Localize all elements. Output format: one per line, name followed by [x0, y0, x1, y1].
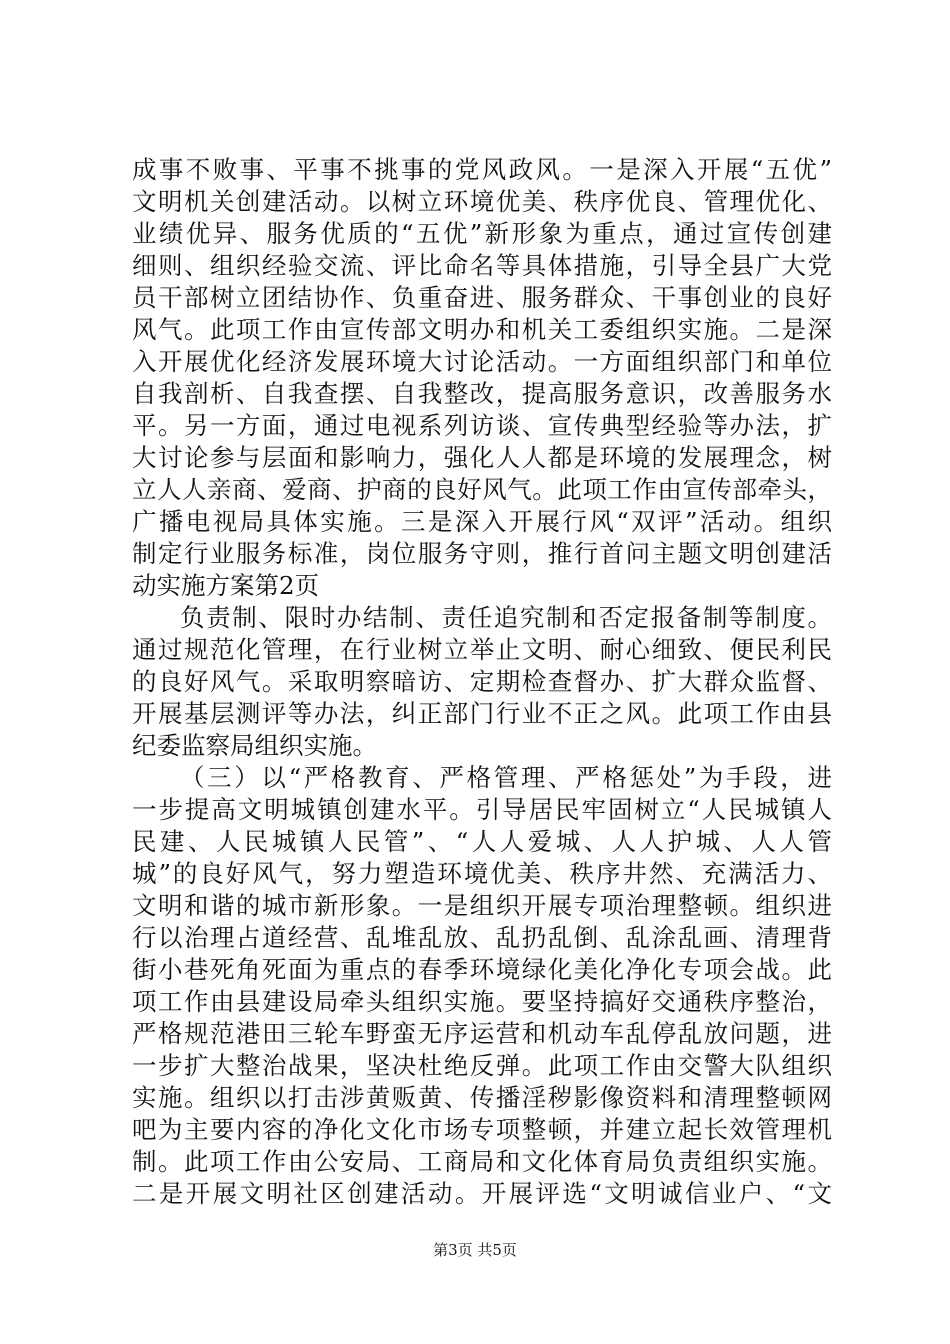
text-line: 街小巷死角死面为重点的春季环境绿化美化净化专项会战。此	[132, 955, 832, 984]
text-line: 城”的良好风气，努力塑造环境优美、秩序井然、充满活力、	[132, 859, 832, 888]
text-line: 严格规范港田三轮车野蛮无序运营和机动车乱停乱放问题，进	[132, 1019, 832, 1048]
text-line: 通过规范化管理，在行业树立举止文明、耐心细致、便民利民	[132, 635, 832, 664]
text-line: 动实施方案第2页	[132, 571, 320, 600]
text-line: 项工作由县建设局牵头组织实施。要坚持搞好交通秩序整治，	[132, 987, 832, 1016]
text-line: 负责制、限时办结制、责任追究制和否定报备制等制度。	[180, 603, 832, 632]
text-line: 实施。组织以打击涉黄贩黄、传播淫秽影像资料和清理整顿网	[132, 1083, 832, 1112]
text-line: 成事不败事、平事不挑事的党风政风。一是深入开展“五优”	[132, 155, 832, 184]
text-line: 细则、组织经验交流、评比命名等具体措施，引导全县广大党	[132, 251, 832, 280]
text-line: 开展基层测评等办法，纠正部门行业不正之风。此项工作由县	[132, 699, 832, 728]
text-line: 制。此项工作由公安局、工商局和文化体育局负责组织实施。	[132, 1147, 832, 1176]
text-line: 广播电视局具体实施。三是深入开展行风“双评”活动。组织	[132, 507, 832, 536]
text-line: 制定行业服务标准，岗位服务守则，推行首问主题文明创建活	[132, 539, 832, 568]
text-line: 行以治理占道经营、乱堆乱放、乱扔乱倒、乱涂乱画、清理背	[132, 923, 832, 952]
text-line: 业绩优异、服务优质的“五优”新形象为重点，通过宣传创建	[132, 219, 832, 248]
text-line: 民建、人民城镇人民管”、“人人爱城、人人护城、人人管	[132, 827, 832, 856]
text-line: 平。另一方面，通过电视系列访谈、宣传典型经验等办法，扩	[132, 411, 832, 440]
text-line: 二是开展文明社区创建活动。开展评选“文明诚信业户、“文	[132, 1179, 832, 1208]
text-line: 立人人亲商、爱商、护商的良好风气。此项工作由宣传部牵头，	[132, 475, 832, 504]
body-text	[132, 154, 832, 1210]
text-line: 一步扩大整治战果，坚决杜绝反弹。此项工作由交警大队组织	[132, 1051, 832, 1080]
text-line: （三）以“严格教育、严格管理、严格惩处”为手段，进	[180, 763, 832, 792]
text-line: 的良好风气。采取明察暗访、定期检查督办、扩大群众监督、	[132, 667, 832, 696]
text-line: 文明机关创建活动。以树立环境优美、秩序优良、管理优化、	[132, 187, 832, 216]
text-line: 自我剖析、自我查摆、自我整改，提高服务意识，改善服务水	[132, 379, 832, 408]
text-line: 大讨论参与层面和影响力，强化人人都是环境的发展理念，树	[132, 443, 832, 472]
text-line: 风气。此项工作由宣传部文明办和机关工委组织实施。二是深	[132, 315, 832, 344]
text-line: 员干部树立团结协作、负重奋进、服务群众、干事创业的良好	[132, 283, 832, 312]
text-line: 纪委监察局组织实施。	[132, 731, 377, 760]
text-line: 一步提高文明城镇创建水平。引导居民牢固树立“人民城镇人	[132, 795, 832, 824]
text-line: 入开展优化经济发展环境大讨论活动。一方面组织部门和单位	[132, 347, 832, 376]
text-line: 文明和谐的城市新形象。一是组织开展专项治理整顿。组织进	[132, 891, 832, 920]
page-footer: 第3页 共5页	[433, 1241, 517, 1259]
text-line: 吧为主要内容的净化文化市场专项整顿，并建立起长效管理机	[132, 1115, 832, 1144]
